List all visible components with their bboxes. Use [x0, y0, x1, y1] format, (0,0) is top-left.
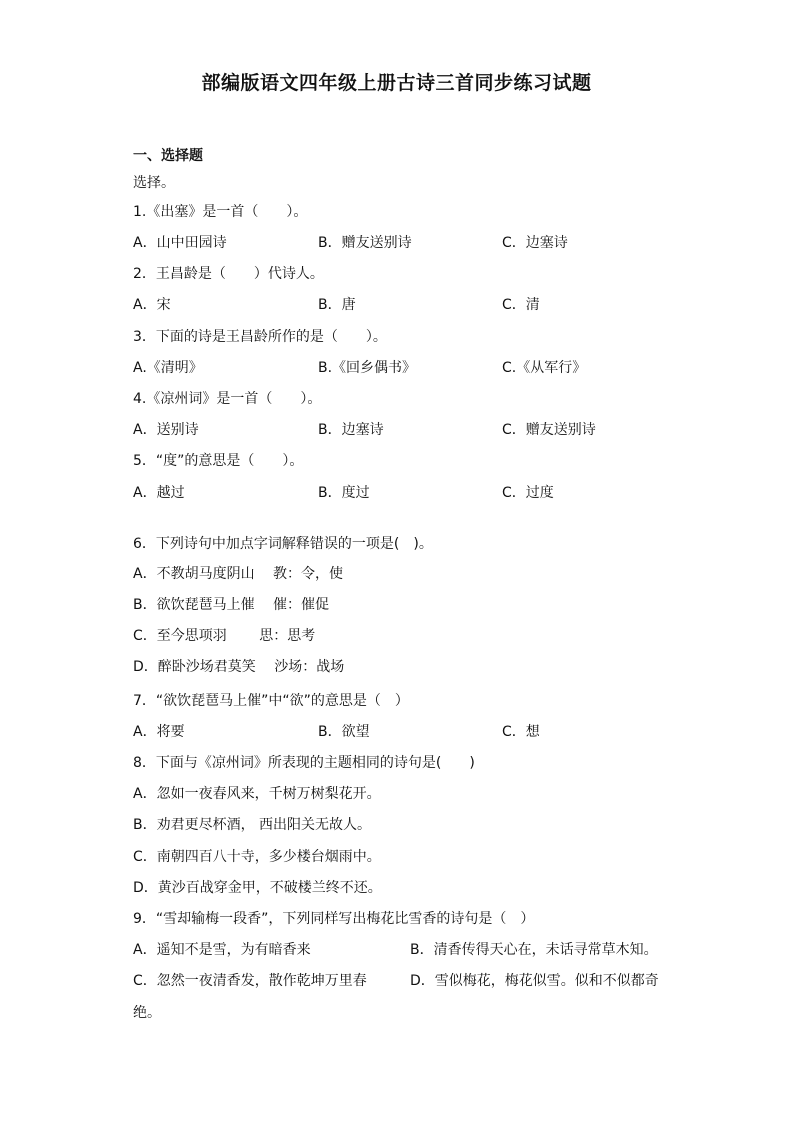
- q2-option-c: C．清: [502, 297, 540, 313]
- question-6: 6．下列诗句中加点字词解释错误的一项是( )。: [133, 536, 433, 552]
- q6-option-c: C．至今思项羽 思：思考: [133, 628, 316, 644]
- q8-option-b: B．劝君更尽杯酒， 西出阳关无故人。: [133, 817, 372, 833]
- q6-option-a: A．不教胡马度阴山 教：令，使: [133, 566, 344, 582]
- q1-option-c: C．边塞诗: [502, 235, 568, 251]
- q7-option-a: A．将要: [133, 724, 185, 740]
- question-4: 4.《凉州词》是一首（ ）。: [133, 391, 322, 407]
- q3-option-c: C.《从军行》: [502, 360, 587, 376]
- question-8: 8．下面与《凉州词》所表现的主题相同的诗句是( ): [133, 755, 475, 771]
- question-1: 1.《出塞》是一首（ ）。: [133, 204, 308, 220]
- q5-option-c: C．过度: [502, 485, 554, 501]
- q9-option-d: D．雪似梅花，梅花似雪。似和不似都奇: [410, 973, 659, 989]
- q2-option-b: B．唐: [318, 297, 356, 313]
- q6-option-d: D．醉卧沙场君莫笑 沙场：战场: [133, 659, 345, 675]
- question-2: 2．王昌龄是（ ）代诗人。: [133, 266, 324, 282]
- q5-option-a: A．越过: [133, 485, 185, 501]
- q9-option-d-continued: 绝。: [133, 1005, 161, 1021]
- q9-option-c: C．忽然一夜清香发，散作乾坤万里春: [133, 973, 367, 989]
- q1-option-a: A．山中田园诗: [133, 235, 227, 251]
- q3-option-a: A.《清明》: [133, 360, 203, 376]
- question-7: 7．“欲饮琵琶马上催”中“欲”的意思是（ ）: [133, 693, 409, 709]
- q2-option-a: A．宋: [133, 297, 171, 313]
- q3-option-b: B.《回乡偶书》: [318, 360, 417, 376]
- q4-option-a: A．送别诗: [133, 422, 199, 438]
- q7-option-c: C．想: [502, 724, 540, 740]
- section-heading: 一、选择题: [133, 148, 203, 164]
- q8-option-d: D．黄沙百战穿金甲，不破楼兰终不还。: [133, 880, 382, 896]
- instruction-text: 选择。: [133, 175, 175, 191]
- q5-option-b: B．度过: [318, 485, 370, 501]
- q1-option-b: B．赠友送别诗: [318, 235, 412, 251]
- question-9: 9．“雪却输梅一段香”，下列同样写出梅花比雪香的诗句是（ ）: [133, 911, 535, 927]
- question-5: 5．“度”的意思是（ ）。: [133, 453, 304, 469]
- q9-option-b: B．清香传得天心在，未话寻常草木知。: [410, 942, 658, 958]
- q9-option-a: A．遥知不是雪，为有暗香来: [133, 942, 311, 958]
- q8-option-c: C．南朝四百八十寺，多少楼台烟雨中。: [133, 849, 381, 865]
- q4-option-b: B．边塞诗: [318, 422, 384, 438]
- q7-option-b: B．欲望: [318, 724, 370, 740]
- q8-option-a: A．忽如一夜春风来，千树万树梨花开。: [133, 786, 381, 802]
- question-3: 3．下面的诗是王昌龄所作的是（ ）。: [133, 329, 387, 345]
- document-title: 部编版语文四年级上册古诗三首同步练习试题: [201, 72, 592, 94]
- q6-option-b: B．欲饮琵琶马上催 催：催促: [133, 597, 330, 613]
- q4-option-c: C．赠友送别诗: [502, 422, 596, 438]
